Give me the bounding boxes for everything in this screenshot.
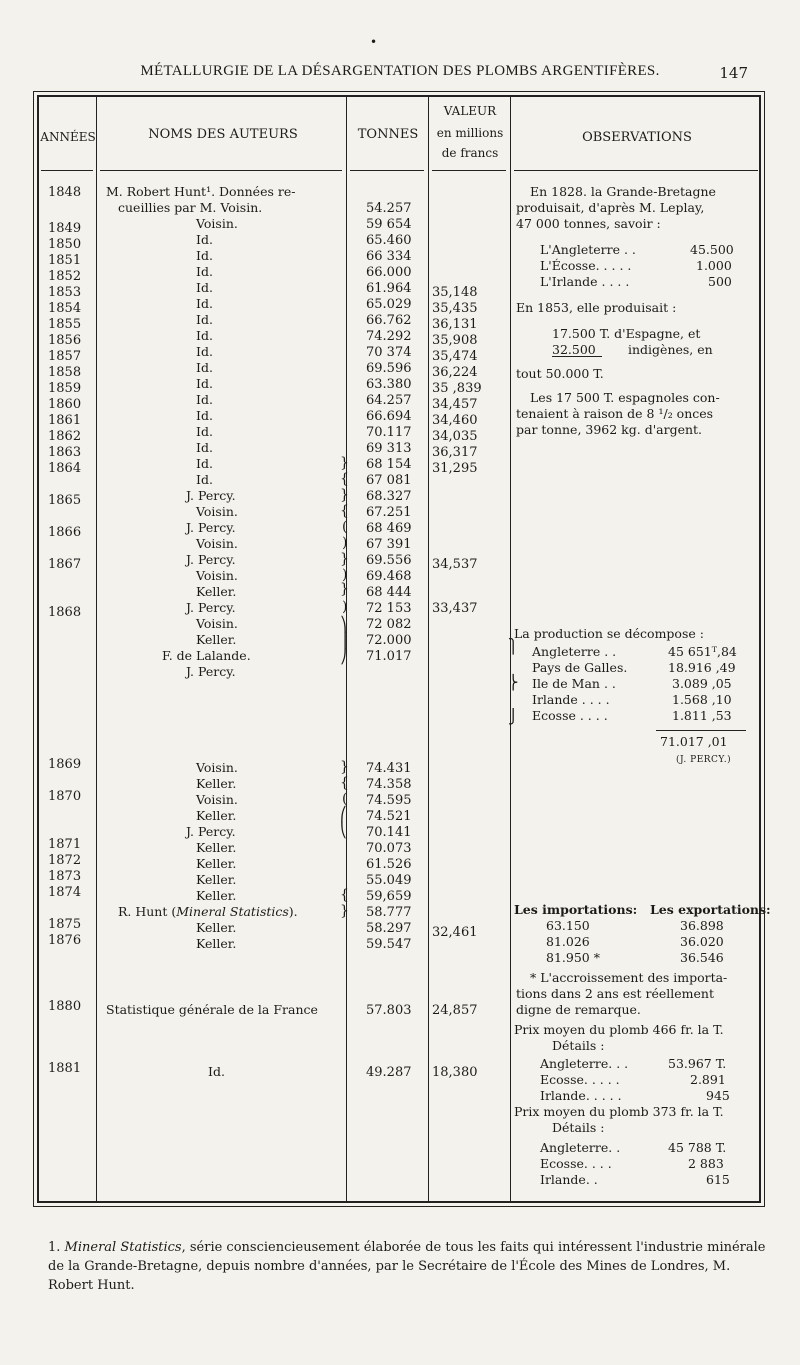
brace-mark: ) bbox=[342, 567, 348, 583]
brace-mark: ⎟ bbox=[340, 633, 347, 649]
author-cell: Voisin. bbox=[196, 216, 238, 231]
observation-line: 45.500 bbox=[690, 242, 734, 257]
author-cell: Statistique générale de la France bbox=[106, 1002, 318, 1017]
observation-line: 18.916 ,49 bbox=[668, 660, 736, 675]
author-cell: J. Percy. bbox=[186, 488, 236, 503]
author-cell: M. Robert Hunt¹. Données re- bbox=[106, 184, 296, 199]
observation-line: L'Angleterre . . bbox=[540, 242, 636, 257]
valeur-cell: 33,437 bbox=[432, 601, 478, 616]
valeur-cell: 34,537 bbox=[432, 557, 478, 572]
year-cell: 1850 bbox=[48, 237, 82, 252]
observation-line: 1.811 ,53 bbox=[672, 708, 732, 723]
author-cell: Keller. bbox=[196, 888, 237, 903]
author-cell: J. Percy. bbox=[186, 520, 236, 535]
observation-line: 81.026 bbox=[546, 934, 590, 949]
author-cell: Id. bbox=[196, 456, 213, 471]
author-cell: Id. bbox=[196, 264, 213, 279]
tonnes-cell: 72 153 bbox=[366, 601, 412, 616]
brace-mark: } bbox=[340, 581, 349, 597]
tonnes-cell: 58.777 bbox=[366, 905, 412, 920]
tonnes-cell: 74.431 bbox=[366, 761, 412, 776]
tonnes-cell: 68 154 bbox=[366, 457, 412, 472]
brace-mark: { bbox=[340, 775, 349, 791]
observation-line: 615 bbox=[706, 1172, 730, 1187]
column-rule-3 bbox=[428, 97, 429, 1201]
footnote bbox=[48, 1238, 768, 1295]
observation-line: 45 788 T. bbox=[668, 1140, 727, 1155]
tonnes-cell: 68.327 bbox=[366, 489, 412, 504]
observation-line: Détails : bbox=[552, 1038, 605, 1053]
valeur-cell: 18,380 bbox=[432, 1065, 478, 1080]
tonnes-cell: 66.694 bbox=[366, 409, 412, 424]
year-cell: 1881 bbox=[48, 1061, 82, 1076]
observation-line: 47 000 tonnes, savoir : bbox=[516, 216, 661, 231]
observation-line: 2.891 bbox=[690, 1072, 726, 1087]
author-cell: Id. bbox=[196, 232, 213, 247]
author-cell: Id. bbox=[196, 392, 213, 407]
brace-mark: ) bbox=[342, 535, 348, 551]
tonnes-cell: 58.297 bbox=[366, 921, 412, 936]
tonnes-cell: 72 082 bbox=[366, 617, 412, 632]
year-cell: 1848 bbox=[48, 185, 82, 200]
author-cell: Voisin. bbox=[196, 568, 238, 583]
author-cell: Id. bbox=[208, 1064, 225, 1079]
year-cell: 1873 bbox=[48, 869, 82, 884]
tonnes-cell: 68 469 bbox=[366, 521, 412, 536]
author-cell: Voisin. bbox=[196, 536, 238, 551]
tonnes-cell: 67 081 bbox=[366, 473, 412, 488]
tonnes-cell: 69.596 bbox=[366, 361, 412, 376]
observation-line: Ecosse. . . . bbox=[540, 1156, 612, 1171]
observation-line: Détails : bbox=[552, 1120, 605, 1135]
year-cell: 1864 bbox=[48, 461, 82, 476]
author-cell: Voisin. bbox=[196, 760, 238, 775]
author-cell: Id. bbox=[196, 408, 213, 423]
brace-mark: ⎬ bbox=[508, 675, 519, 691]
header-rule-observations bbox=[514, 170, 758, 171]
brace-mark: ⎛ bbox=[340, 807, 347, 823]
tonnes-cell: 66.762 bbox=[366, 313, 412, 328]
header-annees: ANNÉES bbox=[40, 130, 96, 144]
tonnes-cell: 74.358 bbox=[366, 777, 412, 792]
valeur-cell: 34,035 bbox=[432, 429, 478, 444]
tonnes-cell: 64.257 bbox=[366, 393, 412, 408]
author-cell: Id. bbox=[196, 344, 213, 359]
footnote-number: 1. bbox=[48, 1240, 61, 1255]
author-cell: Id. bbox=[196, 360, 213, 375]
brace-mark: { bbox=[340, 887, 349, 903]
observation-line: L'Irlande . . . . bbox=[540, 274, 630, 289]
observation-line: Ecosse . . . . bbox=[532, 708, 608, 723]
author-cell: J. Percy. bbox=[186, 600, 236, 615]
year-cell: 1875 bbox=[48, 917, 82, 932]
brace-mark: ⎠ bbox=[340, 649, 347, 665]
author-cell: Keller. bbox=[196, 936, 237, 951]
brace-mark: ⎫ bbox=[508, 639, 519, 655]
tonnes-cell: 54.257 bbox=[366, 201, 412, 216]
footnote-italic: Mineral Statistics bbox=[64, 1240, 182, 1255]
author-cell: Voisin. bbox=[196, 792, 238, 807]
valeur-cell: 34,460 bbox=[432, 413, 478, 428]
author-cell: Id. bbox=[196, 376, 213, 391]
header-valeur: VALEUR bbox=[443, 104, 497, 118]
observation-line: Prix moyen du plomb 466 fr. la T. bbox=[514, 1022, 724, 1037]
valeur-cell: 32,461 bbox=[432, 925, 478, 940]
header-auteurs: NOMS DES AUTEURS bbox=[148, 127, 298, 142]
page-number: 147 bbox=[719, 64, 748, 82]
author-cell: Keller. bbox=[196, 632, 237, 647]
valeur-cell: 35,474 bbox=[432, 349, 478, 364]
brace-mark: ( bbox=[342, 519, 348, 535]
year-cell: 1865 bbox=[48, 493, 82, 508]
brace-mark: { bbox=[340, 503, 349, 519]
valeur-cell: 35,908 bbox=[432, 333, 478, 348]
observation-line: Les importations: bbox=[514, 902, 638, 917]
observation-line: tout 50.000 T. bbox=[516, 366, 604, 381]
brace-mark: ) bbox=[342, 599, 348, 615]
tonnes-cell: 70.117 bbox=[366, 425, 412, 440]
observation-line: Irlande . . . . bbox=[532, 692, 610, 707]
tonnes-cell: 74.292 bbox=[366, 329, 412, 344]
tonnes-cell: 63.380 bbox=[366, 377, 412, 392]
tonnes-cell: 57.803 bbox=[366, 1003, 412, 1018]
brace-mark: } bbox=[340, 551, 349, 567]
tonnes-cell: 74.595 bbox=[366, 793, 412, 808]
valeur-cell: 36,131 bbox=[432, 317, 478, 332]
tonnes-cell: 67.251 bbox=[366, 505, 412, 520]
author-cell: Keller. bbox=[196, 872, 237, 887]
year-cell: 1870 bbox=[48, 789, 82, 804]
year-cell: 1867 bbox=[48, 557, 82, 572]
author-cell: Voisin. bbox=[196, 616, 238, 631]
ornament-dot: • bbox=[370, 35, 378, 49]
observation-line: 45 651ᵀ,84 bbox=[668, 644, 737, 659]
observation-line: Les exportations: bbox=[650, 902, 771, 917]
observation-sum-rule bbox=[656, 730, 746, 731]
year-cell: 1851 bbox=[48, 253, 82, 268]
tonnes-cell: 49.287 bbox=[366, 1065, 412, 1080]
tonnes-cell: 67 391 bbox=[366, 537, 412, 552]
brace-mark: ( bbox=[342, 791, 348, 807]
header-valeur-millions: en millions bbox=[436, 126, 504, 140]
author-cell: F. de Lalande. bbox=[162, 648, 251, 663]
observation-line: Angleterre . . bbox=[532, 644, 617, 659]
valeur-cell: 36,224 bbox=[432, 365, 478, 380]
author-cell: Id. bbox=[196, 440, 213, 455]
observation-line: 3.089 ,05 bbox=[672, 676, 732, 691]
valeur-cell: 24,857 bbox=[432, 1003, 478, 1018]
year-cell: 1871 bbox=[48, 837, 82, 852]
tonnes-cell: 59,659 bbox=[366, 889, 412, 904]
author-cell: cueillies par M. Voisin. bbox=[118, 200, 263, 215]
year-cell: 1858 bbox=[48, 365, 82, 380]
header-rule-auteurs bbox=[100, 170, 342, 171]
tonnes-cell: 70.141 bbox=[366, 825, 412, 840]
author-cell: Keller. bbox=[196, 920, 237, 935]
observation-line: La production se décompose : bbox=[514, 626, 704, 641]
author-cell: R. Hunt (Mineral Statistics). bbox=[118, 904, 298, 919]
year-cell: 1862 bbox=[48, 429, 82, 444]
header-rule-valeur bbox=[432, 170, 506, 171]
author-cell: Id. bbox=[196, 312, 213, 327]
observation-line: 945 bbox=[706, 1088, 730, 1103]
header-rule-tonnes bbox=[350, 170, 424, 171]
footnote-text: , série consciencieusement élaborée de tous les faits qui intéressent l'industrie minérale de la Grande-Bretagne, depuis nombre d'années, par le Secrétaire de l'École des Mines de Londres, M. Robert Hunt. bbox=[48, 1240, 766, 1293]
tonnes-cell: 59 654 bbox=[366, 217, 412, 232]
observation-line: L'Écosse. . . . . bbox=[540, 258, 632, 273]
author-cell: Keller. bbox=[196, 856, 237, 871]
header-tonnes: TONNES bbox=[357, 127, 419, 142]
tonnes-cell: 65.029 bbox=[366, 297, 412, 312]
observation-line: tions dans 2 ans est réellement bbox=[516, 986, 714, 1001]
observation-line: Angleterre. . bbox=[540, 1140, 621, 1155]
year-cell: 1876 bbox=[48, 933, 82, 948]
year-cell: 1854 bbox=[48, 301, 82, 316]
year-cell: 1859 bbox=[48, 381, 82, 396]
valeur-cell: 34,457 bbox=[432, 397, 478, 412]
tonnes-cell: 68 444 bbox=[366, 585, 412, 600]
tonnes-cell: 70 374 bbox=[366, 345, 412, 360]
observation-line: indigènes, en bbox=[628, 342, 713, 357]
observation-line: Ile de Man . . bbox=[532, 676, 616, 691]
tonnes-cell: 66.000 bbox=[366, 265, 412, 280]
brace-mark: } bbox=[340, 903, 349, 919]
author-cell: Id. bbox=[196, 328, 213, 343]
author-cell: Id. bbox=[196, 280, 213, 295]
brace-mark: } bbox=[340, 455, 349, 471]
observation-line: produisait, d'après M. Leplay, bbox=[516, 200, 705, 215]
year-cell: 1868 bbox=[48, 605, 82, 620]
year-cell: 1874 bbox=[48, 885, 82, 900]
header-rule-annees bbox=[41, 170, 93, 171]
observation-line: (J. PERCY.) bbox=[676, 755, 732, 765]
year-cell: 1855 bbox=[48, 317, 82, 332]
observation-line: Ecosse. . . . . bbox=[540, 1072, 620, 1087]
year-cell: 1857 bbox=[48, 349, 82, 364]
running-title: MÉTALLURGIE DE LA DÉSARGENTATION DES PLOMBS ARGENTIFÈRES. bbox=[140, 63, 660, 79]
author-cell: Id. bbox=[196, 296, 213, 311]
author-cell: Id. bbox=[196, 424, 213, 439]
tonnes-cell: 71.017 bbox=[366, 649, 412, 664]
tonnes-cell: 69.468 bbox=[366, 569, 412, 584]
brace-mark: ⎭ bbox=[508, 709, 519, 725]
observation-line: tenaient à raison de 8 ¹/₂ onces bbox=[516, 406, 714, 421]
observation-line: 32.500 bbox=[552, 342, 596, 357]
tonnes-cell: 55.049 bbox=[366, 873, 412, 888]
observation-line: 36.898 bbox=[680, 918, 724, 933]
year-cell: 1872 bbox=[48, 853, 82, 868]
valeur-cell: 36,317 bbox=[432, 445, 478, 460]
observation-line: Prix moyen du plomb 373 fr. la T. bbox=[514, 1104, 724, 1119]
valeur-cell: 35,148 bbox=[432, 285, 478, 300]
author-cell: J. Percy. bbox=[186, 824, 236, 839]
header-valeur-francs: de francs bbox=[441, 146, 499, 160]
year-cell: 1861 bbox=[48, 413, 82, 428]
year-cell: 1869 bbox=[48, 757, 82, 772]
tonnes-cell: 61.526 bbox=[366, 857, 412, 872]
tonnes-cell: 59.547 bbox=[366, 937, 412, 952]
observation-line: Irlande. . . . . bbox=[540, 1088, 622, 1103]
observation-line: par tonne, 3962 kg. d'argent. bbox=[516, 422, 703, 437]
author-cell: J. Percy. bbox=[186, 552, 236, 567]
tonnes-cell: 61.964 bbox=[366, 281, 412, 296]
observation-line: En 1853, elle produisait : bbox=[516, 300, 677, 315]
author-cell: J. Percy. bbox=[186, 664, 236, 679]
observation-line: 1.000 bbox=[696, 258, 732, 273]
observation-line: 71.017 ,01 bbox=[660, 734, 728, 749]
tonnes-cell: 69 313 bbox=[366, 441, 412, 456]
observation-line: 2 883 bbox=[688, 1156, 724, 1171]
observation-line: 53.967 T. bbox=[668, 1056, 727, 1071]
observation-line: 17.500 T. d'Espagne, et bbox=[552, 326, 701, 341]
brace-mark: ⎝ bbox=[340, 823, 347, 839]
observation-line: 63.150 bbox=[546, 918, 590, 933]
year-cell: 1856 bbox=[48, 333, 82, 348]
author-cell: Keller. bbox=[196, 584, 237, 599]
year-cell: 1860 bbox=[48, 397, 82, 412]
author-cell: Keller. bbox=[196, 808, 237, 823]
tonnes-cell: 69.556 bbox=[366, 553, 412, 568]
author-cell: Id. bbox=[196, 472, 213, 487]
valeur-cell: 31,295 bbox=[432, 461, 478, 476]
observation-line: Irlande. . bbox=[540, 1172, 598, 1187]
observation-line: digne de remarque. bbox=[516, 1002, 641, 1017]
year-cell: 1849 bbox=[48, 221, 82, 236]
header-observations: OBSERVATIONS bbox=[582, 130, 692, 145]
tonnes-cell: 74.521 bbox=[366, 809, 412, 824]
observation-line: 36.546 bbox=[680, 950, 724, 965]
column-rule-1 bbox=[96, 97, 97, 1201]
observation-line: 1.568 ,10 bbox=[672, 692, 732, 707]
observation-line: Angleterre. . . bbox=[540, 1056, 629, 1071]
observation-line: 81.950 * bbox=[546, 950, 600, 965]
observation-line: 500 bbox=[708, 274, 732, 289]
valeur-cell: 35 ,839 bbox=[432, 381, 482, 396]
author-cell: Voisin. bbox=[196, 504, 238, 519]
observation-line: * L'accroissement des importa- bbox=[530, 970, 728, 985]
valeur-cell: 35,435 bbox=[432, 301, 478, 316]
year-cell: 1852 bbox=[48, 269, 82, 284]
tonnes-cell: 65.460 bbox=[366, 233, 412, 248]
brace-mark: ⎞ bbox=[340, 617, 347, 633]
year-cell: 1880 bbox=[48, 999, 82, 1014]
year-cell: 1866 bbox=[48, 525, 82, 540]
tonnes-cell: 66 334 bbox=[366, 249, 412, 264]
tonnes-cell: 70.073 bbox=[366, 841, 412, 856]
year-cell: 1863 bbox=[48, 445, 82, 460]
author-cell: Id. bbox=[196, 248, 213, 263]
observation-line: En 1828. la Grande-Bretagne bbox=[530, 184, 716, 199]
brace-mark: } bbox=[340, 759, 349, 775]
observation-line: Les 17 500 T. espagnoles con- bbox=[530, 390, 720, 405]
year-cell: 1853 bbox=[48, 285, 82, 300]
author-cell: Keller. bbox=[196, 840, 237, 855]
brace-mark: { bbox=[340, 471, 349, 487]
author-cell: Keller. bbox=[196, 776, 237, 791]
observation-line: Pays de Galles. bbox=[532, 660, 628, 675]
observation-line: 36.020 bbox=[680, 934, 724, 949]
brace-mark: } bbox=[340, 487, 349, 503]
tonnes-cell: 72.000 bbox=[366, 633, 412, 648]
